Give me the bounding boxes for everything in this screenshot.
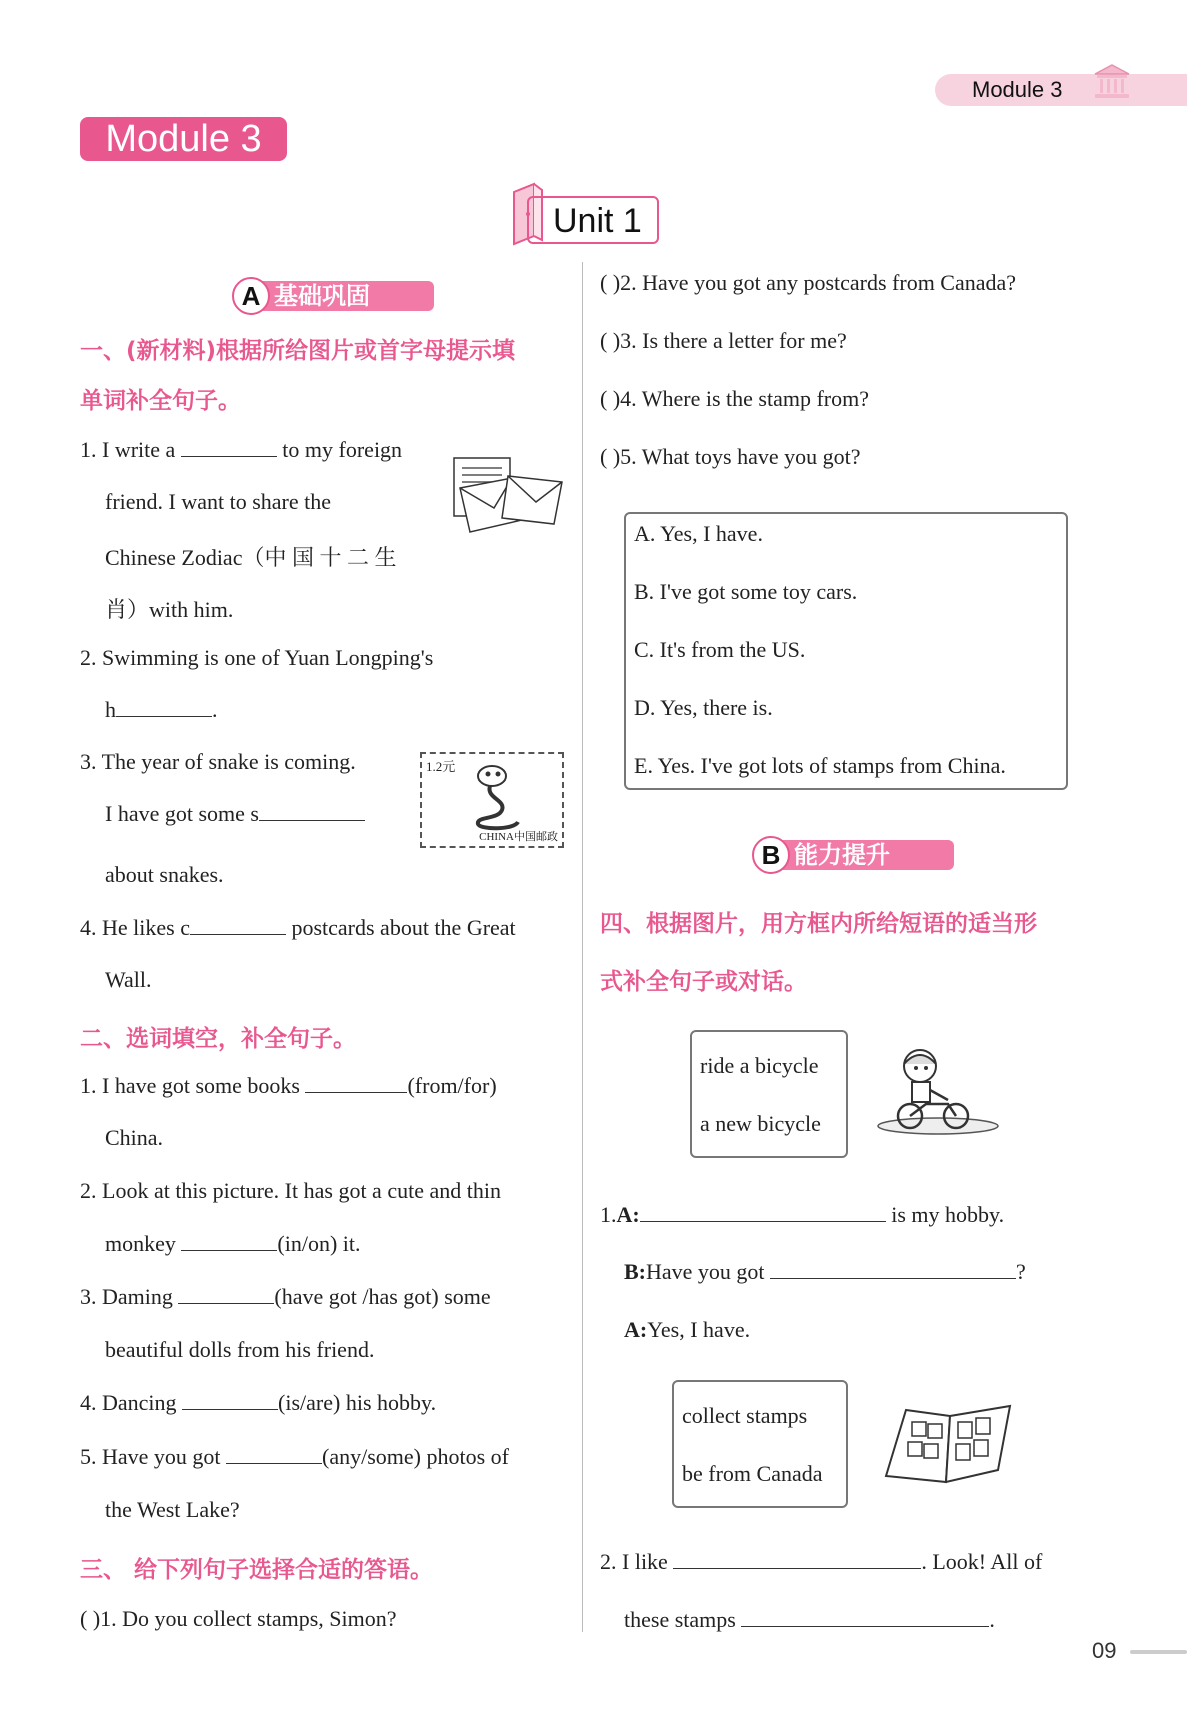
p2-q5-line2: the West Lake? xyxy=(105,1497,240,1522)
p2-q4-line1: 4. Dancing (is/are) his hobby. xyxy=(80,1390,437,1415)
p3-question-2: ( )2. Have you got any postcards from Canada? xyxy=(600,270,1017,295)
q3-line2: I have got some s xyxy=(105,801,365,827)
snake-icon xyxy=(466,762,530,834)
stamp-country: CHINA中国邮政 xyxy=(479,831,558,843)
p4-q2-blank-a[interactable] xyxy=(673,1567,921,1569)
envelope-letter-icon xyxy=(450,448,568,538)
phrase-2a: collect stamps xyxy=(682,1403,808,1428)
q2-line2: h . xyxy=(105,697,218,722)
option-e: E. Yes. I've got lots of stamps from China. xyxy=(634,753,1006,778)
q3-line1: 3. The year of snake is coming. xyxy=(80,749,356,774)
p2-q2-line2: monkey (in/on) it. xyxy=(105,1231,361,1256)
p2-q1-line1: 1. I have got some books (from/for) xyxy=(80,1073,497,1098)
p2-q2-blank[interactable] xyxy=(181,1249,277,1251)
building-icon xyxy=(1092,62,1132,102)
option-d: D. Yes, there is. xyxy=(634,695,773,720)
p2-q4-blank[interactable] xyxy=(182,1408,278,1410)
part1-heading-line1: 一、(新材料)根据所给图片或首字母提示填 xyxy=(80,338,516,364)
boy-on-bicycle-icon xyxy=(876,1046,1002,1138)
column-divider xyxy=(582,262,583,1632)
phrase-1a: ride a bicycle xyxy=(700,1053,819,1078)
q4-line2: Wall. xyxy=(105,967,152,992)
part3-heading: 三、 给下列句子选择合适的答语。 xyxy=(80,1557,434,1583)
q2-blank[interactable] xyxy=(116,715,212,717)
p2-q3-line1: 3. Daming (have got /has got) some xyxy=(80,1284,491,1309)
p2-q3-line2: beautiful dolls from his friend. xyxy=(105,1337,375,1362)
part2-heading: 二、选词填空，补全句子。 xyxy=(80,1026,356,1052)
q4-line1: 4. He likes c postcards about the Great xyxy=(80,915,516,940)
unit-title: Unit 1 xyxy=(527,196,659,244)
stamp-album-icon xyxy=(882,1400,1018,1484)
stamp-value: 1.2元 xyxy=(426,759,456,774)
part1-heading-line2: 单词补全句子。 xyxy=(80,388,241,414)
p4-q1-line1: 1.A: is my hobby. xyxy=(600,1202,1005,1227)
module-badge: Module 3 xyxy=(80,117,287,161)
option-c: C. It's from the US. xyxy=(634,637,806,662)
section-b-letter: B xyxy=(752,836,790,874)
p4-q1-blank-b[interactable] xyxy=(770,1277,1016,1279)
q1-blank[interactable] xyxy=(181,455,277,457)
phrase-1b: a new bicycle xyxy=(700,1111,821,1136)
snake-stamp xyxy=(420,752,564,848)
section-a-label: 基础巩固 xyxy=(260,281,434,311)
q1-line4: 肖）with him. xyxy=(105,597,234,622)
p2-q1-line2: China. xyxy=(105,1125,164,1150)
header-tab-label: Module 3 xyxy=(972,77,1063,102)
q2-line1: 2. Swimming is one of Yuan Longping's xyxy=(80,645,434,670)
p2-q5-line1: 5. Have you got (any/some) photos of xyxy=(80,1444,509,1469)
p2-q2-line1: 2. Look at this picture. It has got a cute and thin xyxy=(80,1178,501,1203)
q1-line1: 1. I write a to my foreign xyxy=(80,437,403,462)
part4-heading-line2: 式补全句子或对话。 xyxy=(600,969,807,995)
q1-line2: friend. I want to share the xyxy=(105,489,332,514)
p3-question-4: ( )4. Where is the stamp from? xyxy=(600,386,870,411)
p4-q2-line1: 2. I like . Look! All of xyxy=(600,1549,1043,1574)
p3-question-3: ( )3. Is there a letter for me? xyxy=(600,328,847,353)
section-b-label: 能力提升 xyxy=(780,840,954,870)
q3-line3: about snakes. xyxy=(105,862,224,887)
p3-question-1: ( )1. Do you collect stamps, Simon? xyxy=(80,1606,397,1631)
p4-q1-line2: B:Have you got ? xyxy=(624,1259,1026,1284)
page-number: 09 xyxy=(1092,1638,1117,1663)
phrase-2b: be from Canada xyxy=(682,1461,823,1486)
p4-q2-line2: these stamps . xyxy=(624,1607,995,1632)
p2-q1-blank[interactable] xyxy=(305,1091,407,1093)
p4-q1-blank-a[interactable] xyxy=(640,1220,886,1222)
p4-q2-blank-b[interactable] xyxy=(741,1625,989,1627)
q1-line3: Chinese Zodiac（中 国 十 二 生 xyxy=(105,545,397,570)
p4-q1-line3: A:Yes, I have. xyxy=(624,1317,751,1342)
option-b: B. I've got some toy cars. xyxy=(634,579,858,604)
phrase-box-2 xyxy=(672,1380,848,1508)
q3-blank[interactable] xyxy=(259,819,365,821)
p3-question-5: ( )5. What toys have you got? xyxy=(600,444,861,469)
phrase-box-1 xyxy=(690,1030,848,1158)
option-a: A. Yes, I have. xyxy=(634,521,763,546)
page-number-line xyxy=(1130,1650,1187,1654)
part4-heading-line1: 四、根据图片，用方框内所给短语的适当形 xyxy=(600,911,1037,937)
p2-q3-blank[interactable] xyxy=(178,1302,274,1304)
section-a-letter: A xyxy=(232,277,270,315)
q4-blank[interactable] xyxy=(190,933,286,935)
p2-q5-blank[interactable] xyxy=(226,1462,322,1464)
